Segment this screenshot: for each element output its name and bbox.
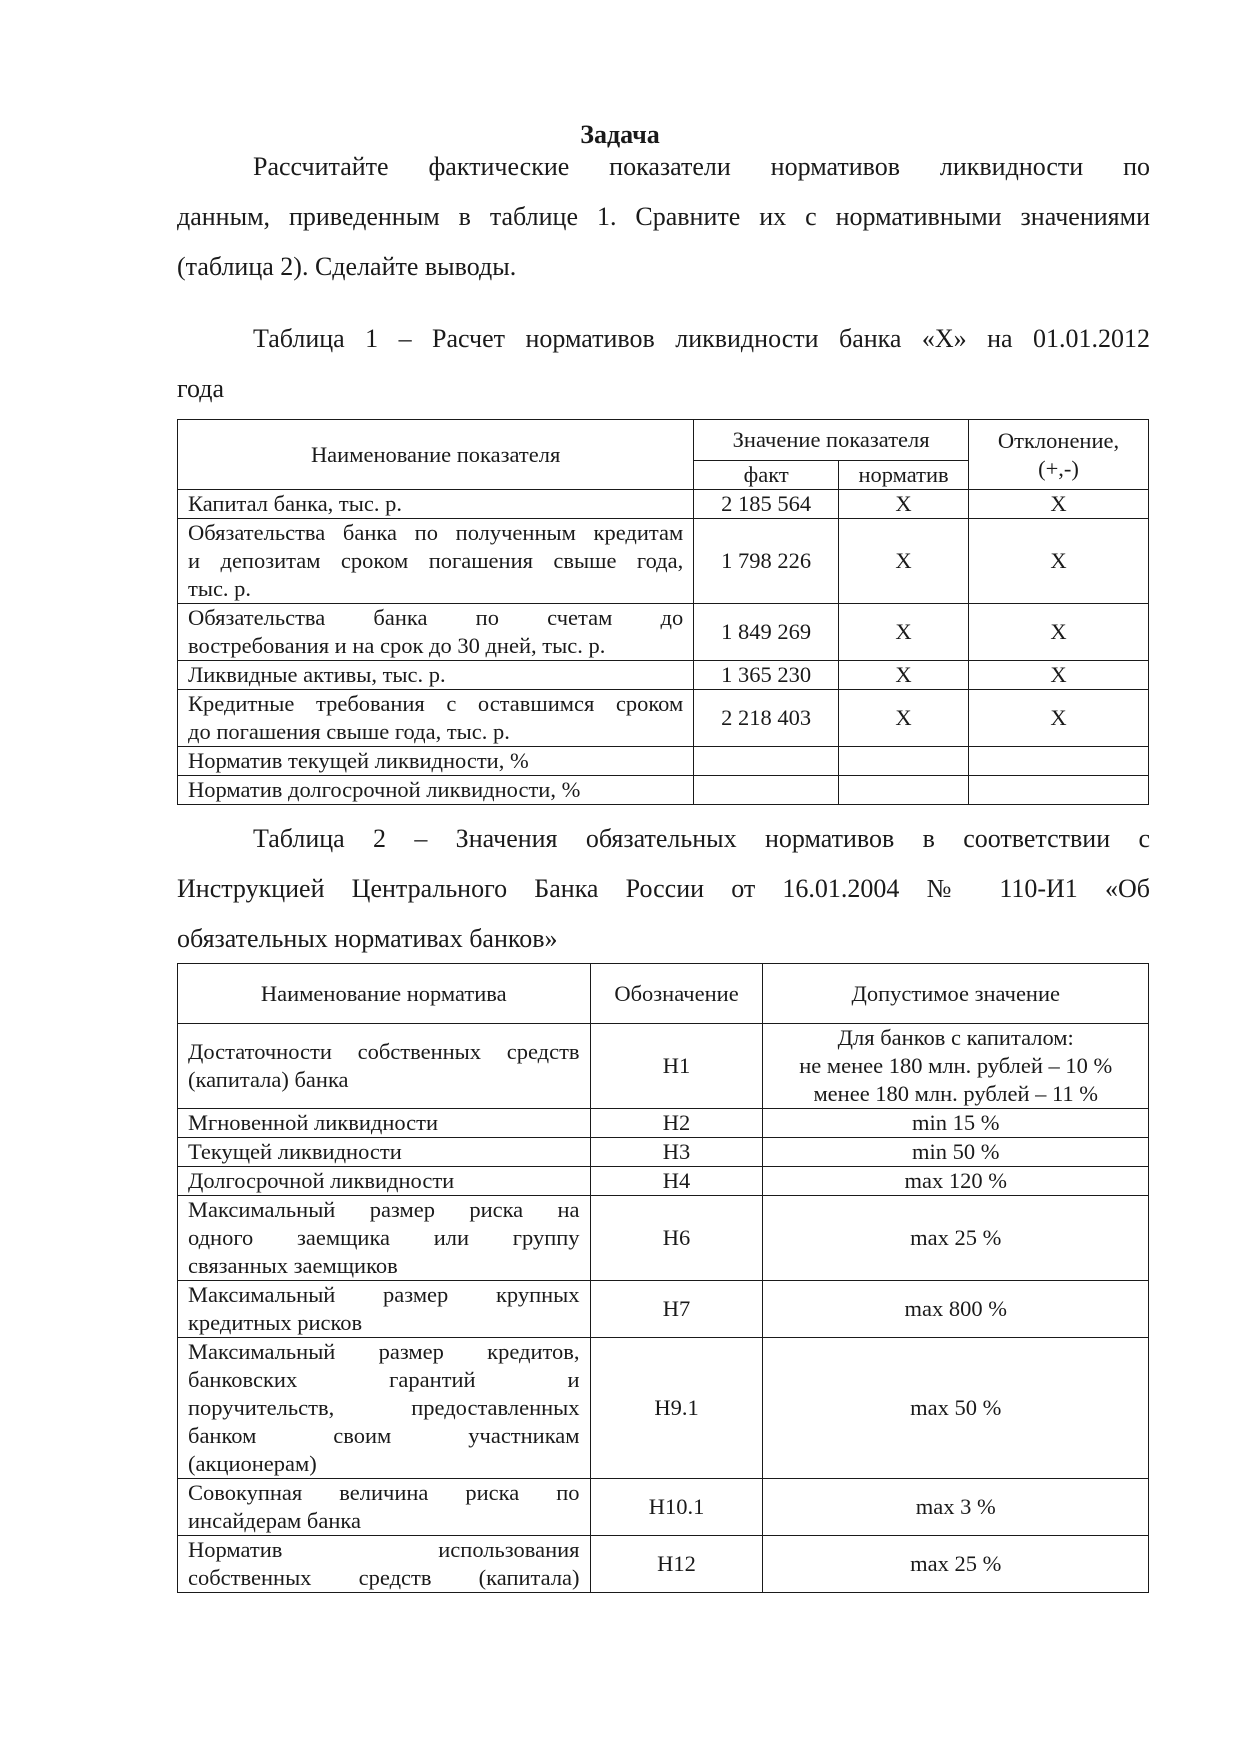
indicator-name-cell [178,519,694,604]
table1-caption [177,314,1150,414]
indicator-name-cell [178,490,694,519]
task-text-line: (таблица 2). Сделайте выводы. [177,252,517,281]
indicator-name-line: и депозитам сроком погашения свыше года, [188,548,684,573]
allowed-value-cell [763,1138,1149,1167]
indicator-name-line: до погашения свыше года, тыс. р. [188,719,510,744]
indicator-name-cell [178,604,694,661]
allowed-value-cell [763,1536,1149,1593]
table-row [178,1138,1149,1167]
table-row [178,1281,1149,1338]
norm-name-line: Максимальный размер риска на [188,1197,580,1222]
norm-name-cell [178,1338,591,1479]
norm-name-line: (акционерам) [188,1451,317,1476]
norm-name-line: поручительств, предоставленных [188,1395,580,1420]
deviation-value-cell [969,747,1149,776]
mandatory-norms-table [177,963,1149,1593]
indicator-name-line: Капитал банка, тыс. р. [188,491,402,516]
allowed-value-line: max 3 % [915,1494,996,1519]
norm-value-cell: Х [839,690,969,747]
allowed-value-line: max 800 % [904,1296,1007,1321]
fact-value-cell [694,776,839,805]
table-row [178,1479,1149,1536]
indicator-name-cell [178,690,694,747]
table-row [178,776,1149,805]
deviation-value-cell: Х [969,519,1149,604]
allowed-value-line: max 50 % [910,1395,1002,1420]
table-header-row [178,964,1149,1024]
allowed-value-cell [763,1167,1149,1196]
norm-name-line: Совокупная величина риска по [188,1480,580,1505]
norm-name-line: Долгосрочной ликвидности [188,1168,455,1193]
norm-name-cell [178,1167,591,1196]
allowed-value-cell [763,1281,1149,1338]
header-fact: факт [694,461,839,490]
indicator-name-line: востребования и на срок до 30 дней, тыс. р. [188,633,606,658]
page-title: Задача [580,120,660,149]
fact-value-cell: 1 365 230 [694,661,839,690]
norm-designation-cell: Н1 [590,1024,763,1109]
deviation-value-cell: Х [969,661,1149,690]
norm-name-line: Максимальный размер кредитов, [188,1339,580,1364]
allowed-value-line: Для банков с капиталом: [837,1025,1074,1050]
norm-name-cell [178,1109,591,1138]
norm-value-cell: Х [839,661,969,690]
table-header-row [178,420,1149,461]
norm-value-cell: Х [839,604,969,661]
header-allowed-value: Допустимое значение [763,964,1149,1024]
allowed-value-line: min 50 % [911,1139,1000,1164]
table2-caption-line: Таблица 2 – Значения обязательных нормативов в соответствии с [253,824,1150,853]
allowed-value-cell [763,1024,1149,1109]
norm-name-line: Достаточности собственных средств [188,1039,580,1064]
allowed-value-cell [763,1196,1149,1281]
indicator-name-line: Норматив долгосрочной ликвидности, % [188,777,581,802]
table2-caption [177,814,1150,964]
norm-name-line: инсайдерам банка [188,1508,361,1533]
indicator-name-cell [178,661,694,690]
norm-designation-cell: Н4 [590,1167,763,1196]
indicator-name-line: тыс. р. [188,576,252,601]
norm-value-cell: Х [839,519,969,604]
header-indicator-name: Наименование показателя [178,420,694,490]
table-row [178,747,1149,776]
norm-name-cell [178,1536,591,1593]
liquidity-table [177,419,1149,805]
norm-value-cell [839,776,969,805]
table-row [178,1109,1149,1138]
norm-name-cell [178,1281,591,1338]
fact-value-cell [694,747,839,776]
deviation-value-cell [969,776,1149,805]
norm-designation-cell: Н3 [590,1138,763,1167]
indicator-name-line: Норматив текущей ликвидности, % [188,748,529,773]
norm-name-line: Норматив использования [188,1537,580,1562]
norm-name-line: банковских гарантий и [188,1367,580,1392]
indicator-name-line: Ликвидные активы, тыс. р. [188,662,446,687]
norm-name-line: Мгновенной ликвидности [188,1110,439,1135]
norm-name-line: банком своим участникам [188,1423,580,1448]
norm-name-cell [178,1138,591,1167]
norm-name-line: (капитала) банка [188,1067,349,1092]
allowed-value-cell [763,1479,1149,1536]
norm-designation-cell: Н6 [590,1196,763,1281]
indicator-name-line: Обязательства банка по полученным кредитам [188,520,684,545]
allowed-value-line: не менее 180 млн. рублей – 10 % [799,1053,1113,1078]
allowed-value-line: min 15 % [911,1110,1000,1135]
table-row [178,690,1149,747]
header-norm-name: Наименование норматива [178,964,591,1024]
norm-name-line: одного заемщика или группу [188,1225,580,1250]
allowed-value-line: max 25 % [910,1225,1002,1250]
deviation-value-cell: Х [969,690,1149,747]
norm-designation-cell: Н7 [590,1281,763,1338]
indicator-name-cell [178,747,694,776]
indicator-name-cell [178,776,694,805]
deviation-value-cell: Х [969,604,1149,661]
deviation-value-cell: Х [969,490,1149,519]
norm-value-cell: Х [839,490,969,519]
table-row [178,519,1149,604]
header-designation: Обозначение [590,964,763,1024]
allowed-value-line: менее 180 млн. рублей – 11 % [813,1081,1099,1106]
norm-designation-cell: Н9.1 [590,1338,763,1479]
table-row [178,1338,1149,1479]
allowed-value-cell [763,1338,1149,1479]
task-text-line: данным, приведенным в таблице 1. Сравните их с нормативными значениями [177,202,1150,231]
allowed-value-line: max 25 % [910,1551,1002,1576]
table1-caption-line: Таблица 1 – Расчет нормативов ликвидности банка «Х» на 01.01.2012 [253,324,1150,353]
table-row [178,1024,1149,1109]
norm-name-line: кредитных рисков [188,1310,363,1335]
norm-designation-cell: Н10.1 [590,1479,763,1536]
task-text-line: Рассчитайте фактические показатели нормативов ликвидности по [253,152,1150,181]
table-row [178,1536,1149,1593]
header-norm: норматив [839,461,969,490]
norm-designation-cell: Н12 [590,1536,763,1593]
table-row [178,1196,1149,1281]
norm-name-cell [178,1196,591,1281]
indicator-name-line: Кредитные требования с оставшимся сроком [188,691,684,716]
table-row [178,1167,1149,1196]
norm-name-line: собственных средств (капитала) [188,1565,580,1590]
fact-value-cell: 1 798 226 [694,519,839,604]
norm-name-cell [178,1024,591,1109]
table-row [178,604,1149,661]
allowed-value-line: max 120 % [904,1168,1007,1193]
indicator-name-line: Обязательства банка по счетам до [188,605,684,630]
table2-caption-line: обязательных нормативах банков» [177,924,558,953]
allowed-value-cell [763,1109,1149,1138]
fact-value-cell: 1 849 269 [694,604,839,661]
norm-value-cell [839,747,969,776]
norm-name-line: связанных заемщиков [188,1253,398,1278]
norm-name-line: Максимальный размер крупных [188,1282,580,1307]
table2-caption-line: Инструкцией Центрального Банка России от 16.01.2004 № 110-И1 «Об [177,874,1150,903]
norm-name-line: Текущей ликвидности [188,1139,402,1164]
fact-value-cell: 2 218 403 [694,690,839,747]
fact-value-cell: 2 185 564 [694,490,839,519]
norm-designation-cell: Н2 [590,1109,763,1138]
header-value-group: Значение показателя [694,420,969,461]
table1-caption-line: года [177,374,225,403]
task-text [177,142,1150,292]
table-row [178,661,1149,690]
header-deviation: Отклонение, (+,-) [969,420,1149,490]
norm-name-cell [178,1479,591,1536]
table-row [178,490,1149,519]
